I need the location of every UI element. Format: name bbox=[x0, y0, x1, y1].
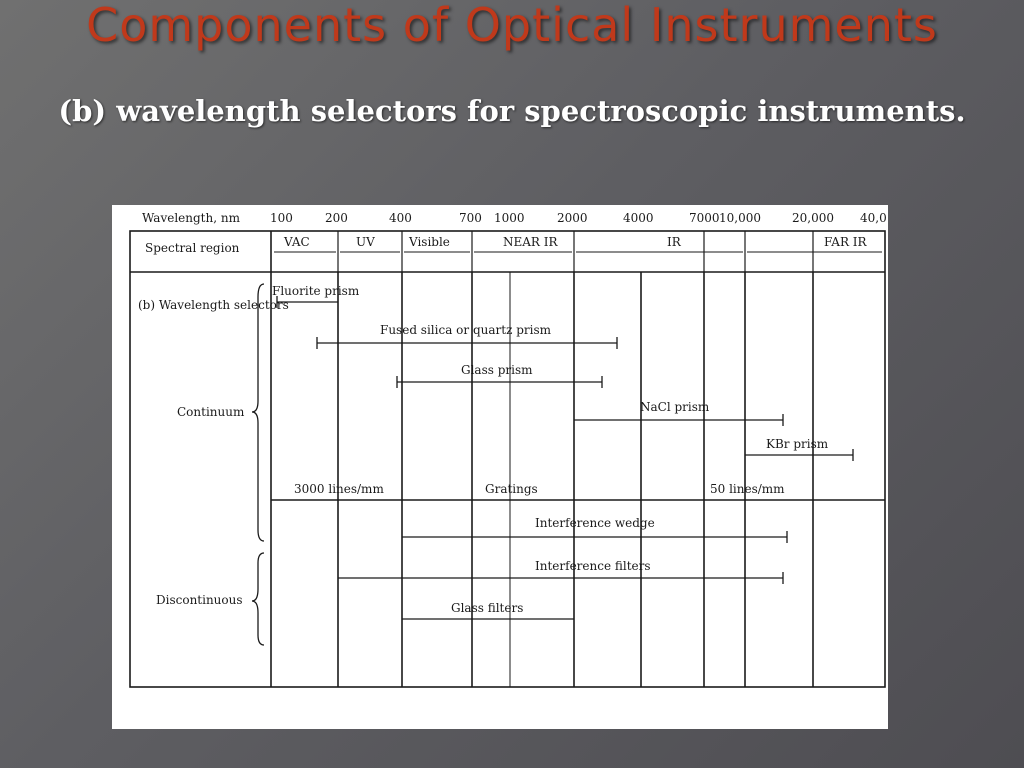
region-label-visible: Visible bbox=[409, 235, 450, 249]
wavelength-tick-label: 10,000 bbox=[719, 211, 761, 225]
wavelength-axis-label: Wavelength, nm bbox=[142, 211, 240, 225]
continuum-brace bbox=[252, 284, 264, 541]
slide-subtitle: (b) wavelength selectors for spectroscopic instruments. bbox=[58, 94, 966, 128]
wavelength-selector-diagram bbox=[112, 205, 888, 729]
region-label-near-ir: NEAR IR bbox=[503, 235, 558, 249]
wavelength-tick-label: 100 bbox=[270, 211, 293, 225]
gratings-label: Gratings bbox=[485, 482, 538, 496]
selectors-label: (b) Wavelength selectors bbox=[138, 298, 289, 312]
wavelength-tick-labels bbox=[270, 211, 887, 225]
wavelength-tick-label: 4000 bbox=[623, 211, 654, 225]
spectral-region-label: Spectral region bbox=[145, 241, 240, 255]
region-label-uv: UV bbox=[356, 235, 375, 249]
wavelength-tick-label: 200 bbox=[325, 211, 348, 225]
interference-filters-label: Interference filters bbox=[535, 559, 651, 573]
region-label-ir: IR bbox=[667, 235, 681, 249]
wavelength-tick-label: 7000 bbox=[689, 211, 720, 225]
kbr-prism-label: KBr prism bbox=[766, 437, 829, 451]
fused-silica-prism-label: Fused silica or quartz prism bbox=[380, 323, 551, 337]
discontinuous-brace bbox=[252, 553, 264, 645]
fluorite-prism-label: Fluorite prism bbox=[272, 284, 360, 298]
wavelength-tick-label: 400 bbox=[389, 211, 412, 225]
discontinuous-label: Discontinuous bbox=[156, 593, 243, 607]
wavelength-selector-figure bbox=[112, 205, 888, 729]
glass-prism-label: Glass prism bbox=[461, 363, 533, 377]
interference-wedge-label: Interference wedge bbox=[535, 516, 655, 530]
continuum-label: Continuum bbox=[177, 405, 245, 419]
gratings-50-label: 50 lines/mm bbox=[710, 482, 785, 496]
region-label-vac: VAC bbox=[284, 235, 310, 249]
wavelength-tick-label: 20,000 bbox=[792, 211, 834, 225]
glass-filters-label: Glass filters bbox=[451, 601, 524, 615]
wavelength-tick-label: 40,0 bbox=[860, 211, 887, 225]
region-label-far-ir: FAR IR bbox=[824, 235, 867, 249]
wavelength-tick-label: 700 bbox=[459, 211, 482, 225]
slide-title: Components of Optical Instruments bbox=[86, 0, 938, 52]
nacl-prism-label: NaCl prism bbox=[640, 400, 710, 414]
wavelength-tick-label: 1000 bbox=[494, 211, 525, 225]
gratings-3000-label: 3000 lines/mm bbox=[294, 482, 384, 496]
wavelength-tick-label: 2000 bbox=[557, 211, 588, 225]
region-labels bbox=[283, 235, 868, 249]
